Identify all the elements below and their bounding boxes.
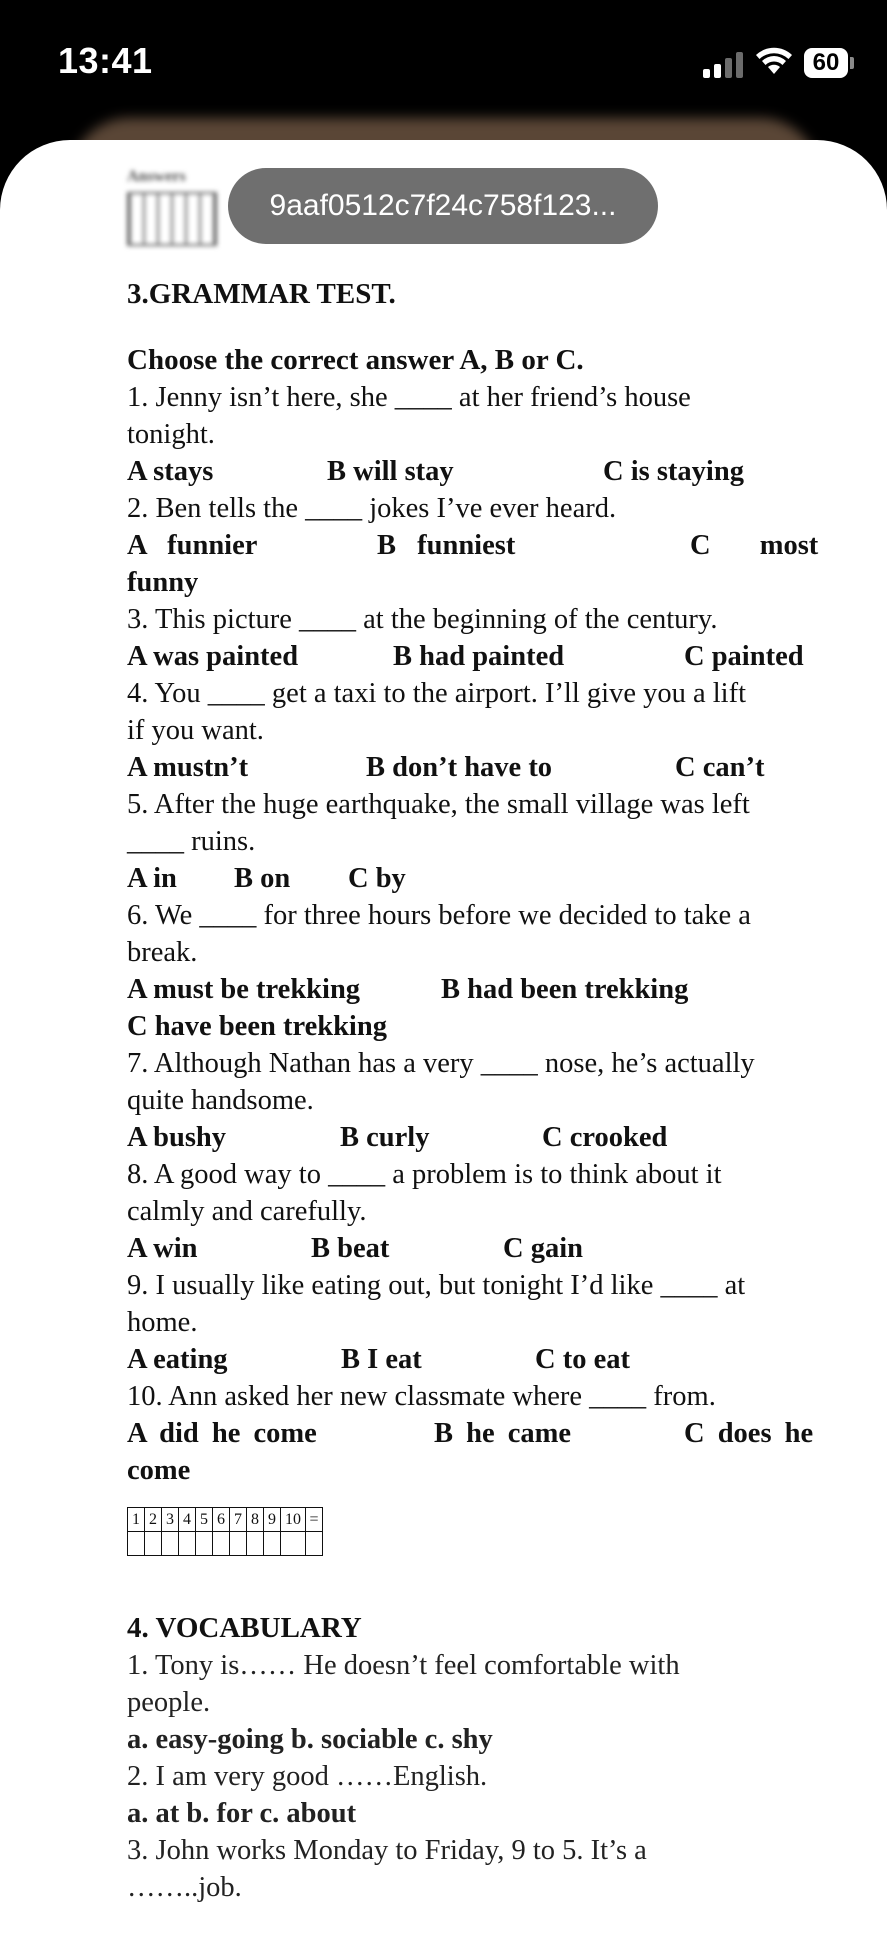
option-a: A in <box>127 863 177 894</box>
vocabulary-title: 4. VOCABULARY <box>127 1612 362 1644</box>
question-6-line-1: 6. We ____ for three hours before we decided to take a <box>127 900 751 931</box>
grid-cell <box>162 1532 179 1556</box>
question-4-options <box>127 749 823 786</box>
question-1-options <box>127 453 823 490</box>
grid-cell <box>213 1532 230 1556</box>
question-2-line-1: 2. Ben tells the ____ jokes I’ve ever heard. <box>127 493 617 524</box>
question-9-options <box>127 1341 823 1378</box>
grid-label: 1 <box>128 1508 145 1532</box>
question-10-options <box>127 1415 823 1452</box>
option-a: A bushy <box>127 1122 227 1153</box>
option-c: C gain <box>503 1233 583 1264</box>
question-3-options <box>127 638 823 675</box>
grid-label: 5 <box>196 1508 213 1532</box>
option-a: A did he come <box>127 1418 317 1449</box>
option-a: A was painted <box>127 641 299 672</box>
question-5-line-1: 5. After the huge earthquake, the small village was left <box>127 789 750 820</box>
question-9-line-1: 9. I usually like eating out, but tonight I’d like ____ at <box>127 1270 746 1301</box>
grid-cell <box>247 1532 264 1556</box>
option-c-continued: come <box>127 1455 191 1486</box>
question-6-options <box>127 971 823 1008</box>
question-5-options <box>127 860 823 897</box>
answer-grid-blank-row <box>128 1532 323 1556</box>
vocab-question-1-line-1: 1. Tony is…… He doesn’t feel comfortable with <box>127 1650 680 1681</box>
question-10-options-wrap <box>127 1452 823 1489</box>
question-9-line-2: home. <box>127 1307 198 1338</box>
option-a: A funnier <box>127 530 258 561</box>
option-c: C most <box>690 530 819 561</box>
grid-label: 3 <box>162 1508 179 1532</box>
document-content <box>127 278 823 1906</box>
question-3-line-1: 3. This picture ____ at the beginning of the century. <box>127 604 718 635</box>
vocabulary-section <box>127 1610 823 1906</box>
option-a: A stays <box>127 456 214 487</box>
option-b: B had painted <box>393 641 565 672</box>
grid-label: 2 <box>145 1508 162 1532</box>
question-4-line-1: 4. You ____ get a taxi to the airport. I’ll give you a lift <box>127 678 746 709</box>
question-8-line-2: calmly and carefully. <box>127 1196 367 1227</box>
option-a: A eating <box>127 1344 228 1375</box>
cellular-signal-icon <box>703 48 745 78</box>
question-8-line-1: 8. A good way to ____ a problem is to think about it <box>127 1159 722 1190</box>
option-c-continued: funny <box>127 567 199 598</box>
option-c: C is staying <box>603 456 744 487</box>
grid-cell <box>264 1532 281 1556</box>
grammar-section-title: 3.GRAMMAR TEST. <box>127 278 396 310</box>
option-c: C can’t <box>675 752 765 783</box>
vocab-question-3-line-2: ……..job. <box>127 1872 242 1903</box>
option-c: C to eat <box>535 1344 630 1375</box>
option-a: A mustn’t <box>127 752 249 783</box>
question-2-options <box>127 527 823 564</box>
grammar-instruction: Choose the correct answer A, B or C. <box>127 344 584 376</box>
option-b: B funniest <box>377 530 516 561</box>
option-b: B will stay <box>327 456 454 487</box>
wifi-icon <box>755 44 793 76</box>
option-c: C does he <box>684 1418 814 1449</box>
vocab-question-1-options: a. easy-going b. sociable c. shy <box>127 1724 493 1755</box>
grid-label: 7 <box>230 1508 247 1532</box>
option-a: A win <box>127 1233 198 1264</box>
grid-label: 6 <box>213 1508 230 1532</box>
battery-tip <box>850 57 854 69</box>
battery-indicator: 60 <box>804 48 848 78</box>
status-time: 13:41 <box>58 40 153 81</box>
vocab-question-1-line-2: people. <box>127 1687 211 1718</box>
blurred-answers-header <box>127 168 217 258</box>
grid-cell <box>306 1532 323 1556</box>
grid-cell <box>196 1532 213 1556</box>
grid-cell <box>281 1532 306 1556</box>
grid-label: 8 <box>247 1508 264 1532</box>
option-b: B curly <box>340 1122 430 1153</box>
grid-cell <box>230 1532 247 1556</box>
grid-label: 10 <box>281 1508 306 1532</box>
grid-label: 4 <box>179 1508 196 1532</box>
question-7-options <box>127 1119 823 1156</box>
option-c: C by <box>348 863 406 894</box>
question-4-line-2: if you want. <box>127 715 264 746</box>
url-pill[interactable]: 9aaf0512c7f24c758f123... <box>228 168 658 244</box>
answer-grid <box>127 1507 323 1556</box>
vocab-question-2-line-1: 2. I am very good ……English. <box>127 1761 488 1792</box>
question-5-line-2: ____ ruins. <box>127 826 256 857</box>
option-b: B had been trekking <box>441 974 689 1005</box>
option-b: B he came <box>434 1418 572 1449</box>
grid-label: 9 <box>264 1508 281 1532</box>
question-6-options-wrap <box>127 1008 823 1045</box>
question-1-line-1: 1. Jenny isn’t here, she ____ at her friend’s house <box>127 382 691 413</box>
option-b: B on <box>234 863 291 894</box>
vocab-question-3-line-1: 3. John works Monday to Friday, 9 to 5. It’s a <box>127 1835 647 1866</box>
grid-cell <box>128 1532 145 1556</box>
question-2-options-wrap <box>127 564 823 601</box>
question-10-line-1: 10. Ann asked her new classmate where ____ from. <box>127 1381 716 1412</box>
question-8-options <box>127 1230 823 1267</box>
option-c: C painted <box>684 641 804 672</box>
option-c: C crooked <box>542 1122 668 1153</box>
option-c: C have been trekking <box>127 1011 387 1042</box>
answer-grid-header <box>128 1508 323 1532</box>
option-b: B don’t have to <box>366 752 553 783</box>
question-6-line-2: break. <box>127 937 198 968</box>
grid-cell <box>145 1532 162 1556</box>
grid-label: = <box>306 1508 323 1532</box>
question-1-line-2: tonight. <box>127 419 215 450</box>
option-b: B beat <box>311 1233 390 1264</box>
blurred-answers-grid <box>127 192 217 246</box>
grid-cell <box>179 1532 196 1556</box>
vocab-question-2-options: a. at b. for c. about <box>127 1798 357 1829</box>
option-a: A must be trekking <box>127 974 361 1005</box>
question-7-line-1: 7. Although Nathan has a very ____ nose, he’s actually <box>127 1048 755 1079</box>
status-bar <box>0 0 887 120</box>
question-7-line-2: quite handsome. <box>127 1085 314 1116</box>
option-b: B I eat <box>341 1344 422 1375</box>
blurred-answers-title: Answers <box>127 168 186 185</box>
